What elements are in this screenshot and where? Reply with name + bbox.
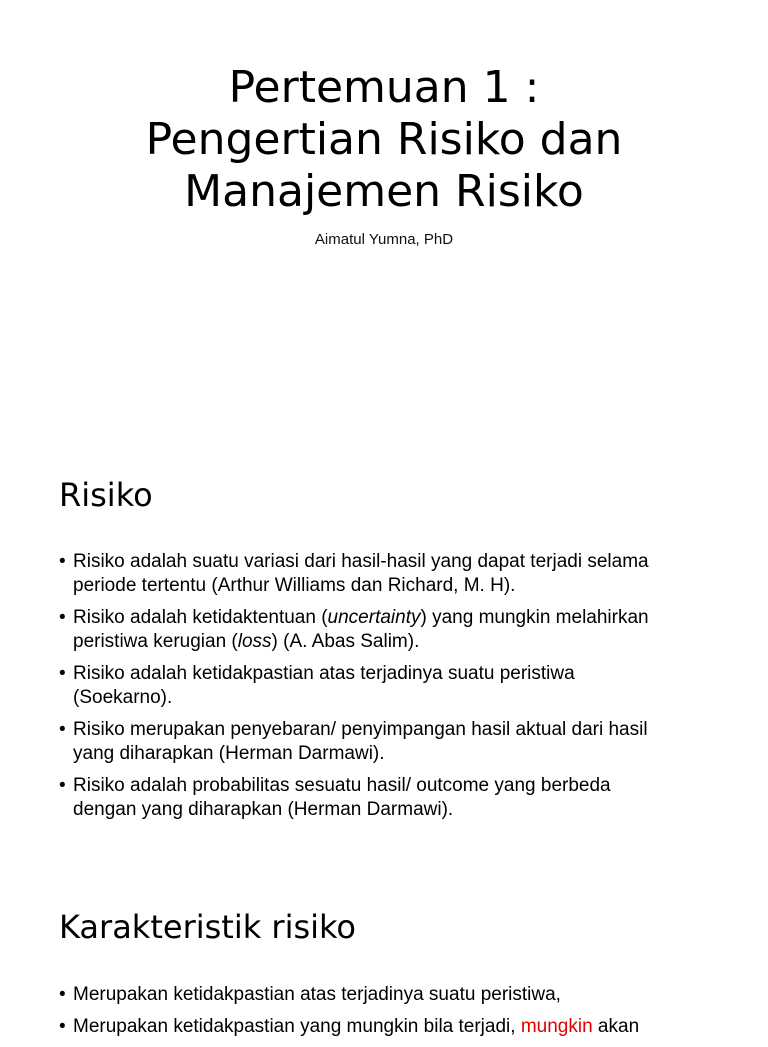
bullet-item <box>59 662 709 710</box>
text-segment: ) yang mungkin melahirkan <box>420 607 649 628</box>
bullet-line <box>73 630 709 654</box>
title-line-1: Pertemuan 1 : <box>228 62 540 113</box>
bullet-item <box>59 606 709 654</box>
slide-karakteristik <box>0 880 768 1037</box>
bullet-list <box>59 550 709 830</box>
slide-risiko <box>0 452 768 872</box>
bullet-line <box>73 1015 709 1039</box>
bullet-item <box>59 983 709 1007</box>
bullet-line: dengan yang diharapkan (Herman Darmawi). <box>73 799 454 820</box>
bullet-line: • Risiko adalah ketidakpastian atas terjadinya suatu peristiwa <box>73 663 575 684</box>
text-segment: akan <box>592 1016 640 1037</box>
bullet-item <box>59 550 709 598</box>
bullet-item <box>59 718 709 766</box>
bullet-list <box>59 983 709 1047</box>
slide-heading: Karakteristik risiko <box>59 908 356 946</box>
text-segment: ) (A. Abas Salim). <box>271 631 420 652</box>
bullet-line: (Soekarno). <box>73 687 173 708</box>
slide-title <box>0 0 768 430</box>
author-subtitle: Aimatul Yumna, PhD <box>314 231 454 248</box>
bullet-line <box>73 606 709 630</box>
text-segment: peristiwa kerugian ( <box>73 631 238 652</box>
text-segment: Merupakan ketidakpastian yang mungkin bila terjadi, <box>73 1016 521 1037</box>
bullet-line: periode tertentu (Arthur Williams dan Richard, M. H). <box>73 575 516 596</box>
title-line-2: Pengertian Risiko dan <box>145 114 623 165</box>
italic-term: uncertainty <box>327 607 421 628</box>
bullet-line: • Risiko adalah suatu variasi dari hasil-hasil yang dapat terjadi selama <box>73 551 649 572</box>
bullet-line: • Merupakan ketidakpastian atas terjadinya suatu peristiwa, <box>73 984 561 1005</box>
highlighted-word: mungkin <box>520 1016 593 1037</box>
bullet-item <box>59 1015 709 1039</box>
title-line-3: Manajemen Risiko <box>184 166 584 217</box>
presentation-title <box>0 62 768 218</box>
bullet-line: • Risiko merupakan penyebaran/ penyimpangan hasil aktual dari hasil <box>73 719 648 740</box>
bullet-line: • Risiko adalah probabilitas sesuatu hasil/ outcome yang berbeda <box>73 775 611 796</box>
italic-term: loss <box>237 631 272 652</box>
text-segment: Risiko adalah ketidaktentuan ( <box>73 607 328 628</box>
bullet-item <box>59 774 709 822</box>
slide-heading: Risiko <box>59 476 153 514</box>
bullet-line: yang diharapkan (Herman Darmawi). <box>73 743 385 764</box>
